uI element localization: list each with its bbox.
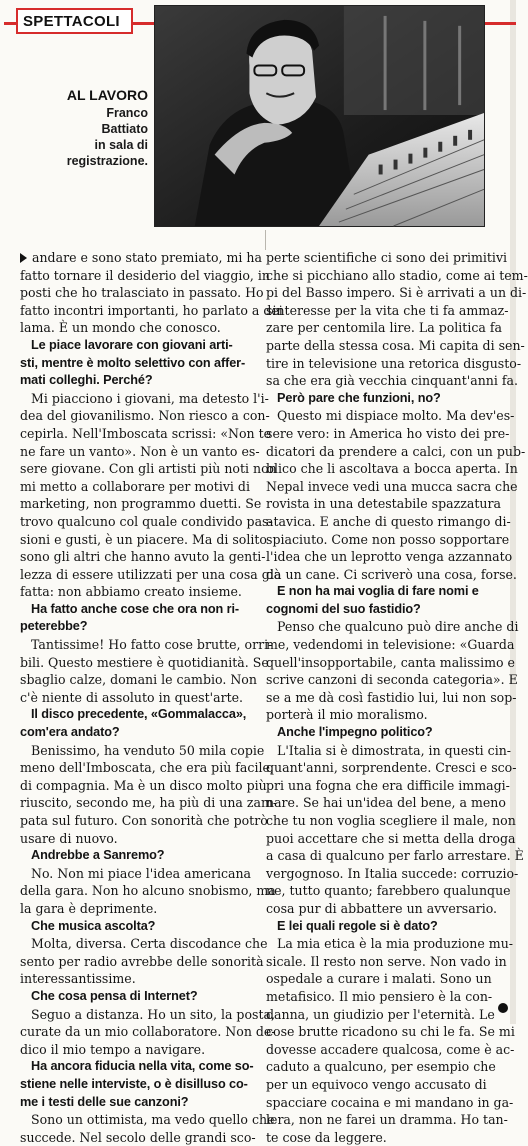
question-line <box>20 601 256 619</box>
line-text: quell'insopportabile, canta malissimo e <box>266 654 515 670</box>
line-text: porterà il mio moralismo. <box>266 707 428 723</box>
answer-line <box>20 935 268 953</box>
answer-line <box>20 460 277 478</box>
line-text: sere vero: in America ho visto dei pre- <box>266 425 510 441</box>
line-text: dicatori da prendere a calci, con un pub- <box>266 443 526 459</box>
question-line <box>266 601 498 619</box>
line-text: che tu non voglia scegliere il male, non <box>266 813 516 828</box>
answer-line <box>20 689 256 707</box>
section-header <box>16 8 133 34</box>
answer-line <box>20 1111 275 1129</box>
answer-line <box>266 812 516 830</box>
answer-line <box>20 882 276 900</box>
line-text: com'era andato? <box>20 725 120 740</box>
line-text: sioni e gusti, è un piacere. Ma di solito <box>20 531 267 547</box>
answer-line <box>20 267 270 285</box>
line-text: cognomi del suo fastidio? <box>266 601 421 616</box>
line-text: succede. Nel secolo delle grandi sco- <box>20 1129 256 1145</box>
line-text: Penso che qualcuno può dire anche di <box>277 619 519 635</box>
line-text: trovo qualcuno col quale condivido pas- <box>20 513 273 529</box>
line-text: scrive canzoni di seconda categoria». E <box>266 672 518 688</box>
answer-line <box>266 1076 498 1094</box>
answer-line <box>266 249 508 267</box>
line-text: Molta, diversa. Certa discodance che <box>31 936 268 952</box>
continuation-arrow-icon <box>20 253 27 263</box>
line-text: puoi accettare che si metta della droga <box>266 830 516 846</box>
answer-line <box>266 900 498 918</box>
line-text: cosa pur di abbattere un avversario. <box>266 900 498 916</box>
line-text: Che cosa pensa di Internet? <box>31 988 198 1003</box>
answer-line <box>20 742 265 760</box>
line-text: peterebbe? <box>20 619 88 634</box>
photo <box>154 5 485 227</box>
line-text: sinteresse per la vita che ti fa ammaz- <box>266 302 509 318</box>
line-text: sbaglio calze, domani le cambio. Non <box>20 672 257 688</box>
caption-line: in sala di <box>94 138 148 152</box>
line-text: lama. È un mondo che conosco. <box>20 320 221 336</box>
answer-line <box>266 742 512 760</box>
line-text: L'Italia si è dimostrata, in questi cin- <box>277 742 512 758</box>
answer-line <box>266 460 518 478</box>
answer-line <box>266 636 515 654</box>
answer-line <box>20 953 264 971</box>
end-of-article-mark <box>498 1003 508 1013</box>
line-text: dovesse accadere qualcosa, come è ac- <box>266 1041 515 1057</box>
answer-line <box>266 548 513 566</box>
answer-line <box>20 478 256 496</box>
line-text: che si picchiano allo stadio, come ai tem- <box>266 267 528 283</box>
line-text: se a me dà così fastidio lui, lui non sop- <box>266 689 517 705</box>
answer-line <box>20 1041 256 1059</box>
answer-line <box>266 1129 498 1146</box>
line-text: Sono un ottimista, ma vedo quello che <box>31 1112 275 1128</box>
answer-line <box>266 407 515 425</box>
answer-line <box>20 1023 276 1041</box>
header-rule-far <box>485 22 516 25</box>
caption-line: Battiato <box>101 122 148 136</box>
answer-line <box>20 794 278 812</box>
answer-line <box>20 531 267 549</box>
answer-line <box>20 513 273 531</box>
line-text: c'è niente di assoluto in quest'arte. <box>20 689 244 705</box>
answer-line <box>20 249 262 267</box>
line-text: sento per radio avrebbe delle sonorità <box>20 953 264 969</box>
line-text: parte della stessa cosa. Mi capita di sen- <box>266 337 525 353</box>
answer-line <box>20 970 256 988</box>
line-text: Benissimo, ha venduto 50 mila copie <box>31 742 265 758</box>
line-text: lera, non ne farei un dramma. Ho tan- <box>266 1112 508 1128</box>
question-line <box>266 724 498 742</box>
answer-line <box>20 1129 256 1146</box>
question-line <box>20 355 256 373</box>
answer-line <box>20 284 264 302</box>
line-text: stiene nelle interviste, o è disilluso co- <box>20 1076 248 1091</box>
answer-line <box>20 425 272 443</box>
line-text: della gara. Non ho alcuno snobismo, ma <box>20 883 276 899</box>
line-text: Ha ancora fiducia nella vita, come so- <box>31 1059 254 1074</box>
photo-illustration <box>155 6 484 226</box>
section-title: SPETTACOLI <box>23 12 120 30</box>
line-text: pata sul futuro. Con sonorità che potrò <box>20 813 268 828</box>
line-text: ne fare un vanto». Non è un vanto es- <box>20 443 260 459</box>
question-line <box>266 583 498 601</box>
line-text: curate da un mio collaboratore. Non de- <box>20 1024 276 1040</box>
photo-caption <box>0 87 148 169</box>
line-text: fatto tornare il desiderio del viaggio, in <box>20 267 270 283</box>
answer-line <box>266 830 516 848</box>
line-text: E lei quali regole si è dato? <box>277 918 438 933</box>
line-text: te cose da leggere. <box>266 1129 387 1145</box>
line-text: Questo mi dispiace molto. Ma dev'es- <box>277 408 515 424</box>
line-text: bili. Questo mestiere è quotidianità. Se <box>20 654 269 670</box>
answer-line <box>266 1006 498 1024</box>
answer-line <box>266 284 527 302</box>
line-text: Ha fatto anche cose che ora non ri- <box>31 601 240 616</box>
answer-line <box>20 443 260 461</box>
line-text: Andrebbe a Sanremo? <box>31 848 165 863</box>
answer-line <box>266 267 528 285</box>
line-text: ne, tutto quanto; farebbero qualunque <box>266 883 511 899</box>
line-text: tire in televisione una retorica disgusto- <box>266 355 522 371</box>
answer-line <box>20 302 283 320</box>
answer-line <box>20 654 269 672</box>
answer-line <box>266 1111 508 1129</box>
line-text: danna, un giudizio per l'eternità. Le <box>266 1006 495 1022</box>
line-text: zare per centomila lire. La politica fa <box>266 320 502 336</box>
answer-line <box>20 548 266 566</box>
line-text: fatto incontri importanti, ho parlato a dei <box>20 302 283 318</box>
answer-line <box>20 900 256 918</box>
answer-line <box>266 1023 515 1041</box>
answer-line <box>20 671 256 689</box>
question-line <box>20 724 256 742</box>
question-line <box>20 706 256 724</box>
line-text: perte scientifiche ci sono dei primitivi <box>266 250 508 265</box>
answer-line <box>20 865 256 883</box>
caption-body <box>0 105 148 169</box>
line-text: sono gli altri che hanno avuto la genti- <box>20 549 266 565</box>
line-text: me, vedendomi in televisione: «Guarda <box>266 637 515 653</box>
question-line <box>20 1076 256 1094</box>
line-text: dico il mio tempo a navigare. <box>20 1041 206 1057</box>
answer-line <box>266 531 510 549</box>
line-text: fatta: non abbiamo creato insieme. <box>20 584 242 600</box>
caption-line: Franco <box>106 106 148 120</box>
header-rule-right <box>133 22 155 25</box>
line-text: atavica. E anche di questo rimango di- <box>266 513 511 529</box>
question-line <box>20 988 256 1006</box>
answer-line <box>266 671 518 689</box>
answer-line <box>20 495 262 513</box>
line-text: vergognoso. In Italia succede: corruzio- <box>266 865 519 881</box>
line-text: dea del giovanilismo. Non riesco a con- <box>20 408 270 424</box>
answer-line <box>266 443 526 461</box>
line-text: rovista in una detestabile spazzatura <box>266 496 501 512</box>
question-line <box>266 390 498 408</box>
question-line <box>20 337 256 355</box>
line-text: l'idea che un leprotto venga azzannato <box>266 549 513 565</box>
line-text: blico che li ascoltava a bocca aperta. In <box>266 461 518 477</box>
line-text: La mia etica è la mia produzione mu- <box>277 936 514 952</box>
question-line <box>266 918 498 936</box>
answer-line <box>20 1006 275 1024</box>
line-text: sicale. Il resto non serve. Non vado in <box>266 953 507 969</box>
line-text: cose brutte ricadono su chi le fa. Se mi <box>266 1024 515 1040</box>
answer-line <box>266 988 498 1006</box>
answer-line <box>266 302 509 320</box>
answer-line <box>266 513 511 531</box>
line-text: andare e sono stato premiato, mi ha <box>32 250 262 265</box>
line-text: lezza di essere utilizzati per una cosa già <box>20 566 282 582</box>
line-text: posti che ho tralasciato in passato. Ho <box>20 285 264 301</box>
line-text: usare di nuovo. <box>20 830 118 846</box>
line-text: quant'anni, sorprendente. Cresci e sco- <box>266 760 517 776</box>
answer-line <box>266 478 518 496</box>
line-text: Le piace lavorare con giovani arti- <box>31 337 233 352</box>
answer-line <box>266 689 517 707</box>
answer-line <box>20 830 256 848</box>
answer-line <box>266 425 510 443</box>
line-text: meno dell'Imboscata, che era più facile, <box>20 760 274 776</box>
line-text: mati colleghi. Perché? <box>20 373 153 388</box>
frame-rule <box>265 230 266 250</box>
answer-line <box>266 935 514 953</box>
answer-line <box>20 759 274 777</box>
line-text: sa che era già vecchia cinquant'anni fa. <box>266 373 519 389</box>
answer-line <box>266 355 522 373</box>
answer-line <box>266 865 519 883</box>
answer-line <box>266 372 519 390</box>
answer-line <box>266 654 515 672</box>
question-line <box>20 1094 256 1112</box>
line-text: me i testi delle sue canzoni? <box>20 1094 189 1109</box>
line-text: Tantissime! Ho fatto cose brutte, orri- <box>31 637 273 653</box>
line-text: la gara è deprimente. <box>20 900 158 916</box>
answer-line <box>20 812 268 830</box>
question-line <box>20 372 256 390</box>
answer-line <box>266 953 507 971</box>
question-line <box>20 1058 256 1076</box>
answer-line <box>266 847 524 865</box>
line-text: a casa di qualcuno per farlo arrestare. È <box>266 848 524 864</box>
line-text: spiaciuto. Come non posso sopportare <box>266 531 510 547</box>
answer-line <box>20 566 282 584</box>
line-text: interessantissime. <box>20 971 136 987</box>
answer-line <box>266 566 517 584</box>
caption-line: registrazione. <box>66 154 148 168</box>
line-text: cepirla. Nell'Imboscata scrissi: «Non te <box>20 425 272 441</box>
line-text: Il disco precedente, «Gommalacca», <box>31 707 247 722</box>
question-line <box>20 918 256 936</box>
line-text: mi metto a collaborare per motivi di <box>20 478 250 494</box>
answer-line <box>266 1041 515 1059</box>
line-text: Che musica ascolta? <box>31 918 156 933</box>
question-line <box>20 618 256 636</box>
line-text: Seguo a distanza. Ho un sito, la posta, <box>31 1006 275 1022</box>
line-text: di compagnia. Ma è un disco molto più <box>20 777 267 793</box>
answer-line <box>266 706 498 724</box>
line-text: ospedale a curare i malati. Sono un <box>266 971 492 987</box>
article-column-left <box>20 249 283 1146</box>
line-text: Mi piacciono i giovani, ma detesto l'i- <box>31 390 269 406</box>
answer-line <box>20 319 256 337</box>
line-text: Però pare che funzioni, no? <box>277 390 441 405</box>
answer-line <box>266 618 519 636</box>
line-text: E non ha mai voglia di fare nomi e <box>277 584 479 599</box>
line-text: nare. Se hai un'idea del bene, a meno <box>266 795 506 811</box>
answer-line <box>266 777 510 795</box>
line-text: pi del Basso impero. Si è arrivati a un di- <box>266 285 527 301</box>
answer-line <box>20 407 270 425</box>
line-text: Anche l'impegno politico? <box>277 725 433 740</box>
answer-line <box>20 583 256 601</box>
answer-line <box>266 319 502 337</box>
line-text: da un cane. Ci scriverò una cosa, forse. <box>266 566 517 582</box>
answer-line <box>266 1058 498 1076</box>
line-text: sere giovane. Con gli artisti più noti non <box>20 461 277 477</box>
answer-line <box>266 794 506 812</box>
line-text: metafisico. Il mio pensiero è la con- <box>266 988 493 1004</box>
answer-line <box>266 495 501 513</box>
line-text: caduto a qualcuno, per esempio che <box>266 1059 496 1075</box>
line-text: riuscito, secondo me, ha più di una zam- <box>20 795 278 811</box>
line-text: per un equivoco vengo accusato di <box>266 1076 487 1092</box>
answer-line <box>266 1094 514 1112</box>
answer-line <box>266 759 517 777</box>
caption-title: AL LAVORO <box>66 87 148 103</box>
answer-line <box>20 390 269 408</box>
question-line <box>20 847 256 865</box>
line-text: marketing, non programmo duetti. Se <box>20 496 262 512</box>
line-text: spacciare cocaina e mi mandano in ga- <box>266 1094 514 1110</box>
answer-line <box>266 337 525 355</box>
line-text: sti, mentre è molto selettivo con affer- <box>20 355 246 370</box>
line-text: No. Non mi piace l'idea americana <box>31 865 252 881</box>
answer-line <box>20 777 267 795</box>
line-text: pri una fogna che era difficile immagi- <box>266 777 510 793</box>
article-column-right <box>266 249 528 1146</box>
header-rule-left <box>4 22 16 25</box>
line-text: Nepal invece vedi una mucca sacra che <box>266 478 518 494</box>
answer-line <box>266 882 511 900</box>
answer-line <box>266 970 498 988</box>
answer-line <box>20 636 273 654</box>
